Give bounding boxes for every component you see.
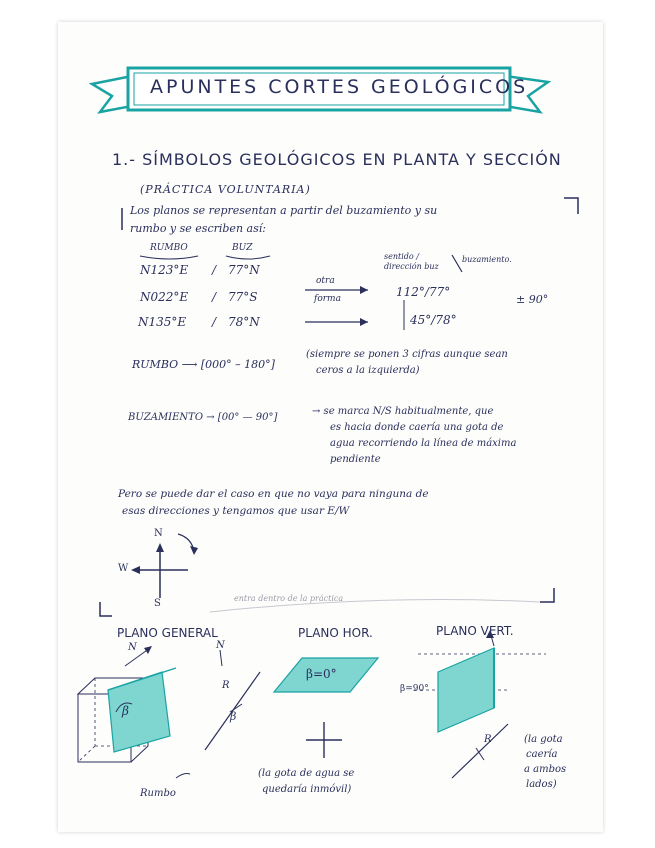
compass-s: S: [154, 598, 161, 609]
alt-value-2: 45°/78°: [410, 313, 457, 327]
beta-90-label: β=90°: [400, 684, 429, 694]
alt-header-left: sentido / dirección buz: [384, 252, 439, 271]
buz-note-4: pendiente: [330, 454, 381, 465]
section-heading: 1.- SÍMBOLOS GEOLÓGICOS EN PLANTA Y SECCIÓN: [112, 150, 562, 169]
hor-note-2: quedaría inmóvil): [262, 784, 352, 795]
buz-note-3: agua recorriendo la línea de máxima: [330, 438, 517, 449]
hor-note-1: (la gota de agua se: [258, 768, 355, 779]
buz-rule: BUZAMIENTO → [00° — 90°]: [128, 412, 278, 423]
buz-note-2: es hacia donde caería una gota de: [330, 422, 504, 433]
rumbo-note-2: ceros a la izquierda): [316, 365, 420, 376]
buz-note-1: → se marca N/S habitualmente, que: [312, 406, 494, 417]
faded-note: entra dentro de la práctica: [234, 594, 344, 603]
rumbo-label: Rumbo: [140, 788, 176, 799]
alt-header-right: buzamiento.: [462, 255, 512, 264]
ex3-buz: 78°N: [228, 315, 260, 329]
general-n-label: N: [128, 642, 137, 653]
plano-vert-label: PLANO VERT.: [436, 624, 514, 638]
beta-0-label: β=0°: [306, 667, 337, 681]
ex1-buz: 77°N: [228, 263, 260, 277]
col-buz: BUZ: [232, 243, 253, 253]
vert-note-4: lados): [526, 779, 557, 790]
r-label-vert: R: [484, 734, 492, 745]
alt-value-1: 112°/77°: [396, 285, 451, 299]
pm-90: ± 90°: [516, 293, 549, 306]
ex2-buz: 77°S: [228, 290, 258, 304]
rumbo-note-1: (siempre se ponen 3 cifras aunque sean: [306, 349, 508, 360]
intro-line-2: rumbo y se escriben así:: [130, 222, 266, 235]
beta-label-2: β: [230, 710, 237, 723]
rumbo-rule: RUMBO ⟶ [000° – 180°]: [132, 358, 275, 371]
intro-line-1: Los planos se representan a partir del buzamiento y su: [130, 204, 438, 217]
rumbo-n-label: N: [216, 640, 225, 651]
beta-label: β: [122, 704, 129, 718]
ex3-rumbo: N135°E: [138, 315, 187, 329]
col-rumbo: RUMBO: [150, 243, 188, 253]
page-title: APUNTES CORTES GEOLÓGICOS: [150, 76, 529, 98]
arrow-label-bottom: forma: [314, 294, 341, 304]
r-label-general: R: [222, 680, 230, 691]
practice-note: (PRÁCTICA VOLUNTARIA): [140, 183, 311, 196]
banner-tail-left: [92, 76, 132, 112]
compass-n: N: [154, 528, 163, 539]
plano-general-label: PLANO GENERAL: [117, 626, 218, 640]
exception-line-2: esas direcciones y tengamos que usar E/W: [122, 505, 350, 517]
ex2-rumbo: N022°E: [140, 290, 189, 304]
arrow-label-top: otra: [316, 276, 335, 286]
plano-hor-label: PLANO HOR.: [298, 626, 373, 640]
vert-note-3: a ambos: [524, 764, 567, 775]
compass-w: W: [118, 563, 129, 574]
ex1-rumbo: N123°E: [140, 263, 189, 277]
vert-note-1: (la gota: [524, 734, 563, 745]
exception-line-1: Pero se puede dar el caso en que no vaya para ninguna de: [118, 488, 429, 500]
vert-note-2: caería: [526, 749, 558, 760]
